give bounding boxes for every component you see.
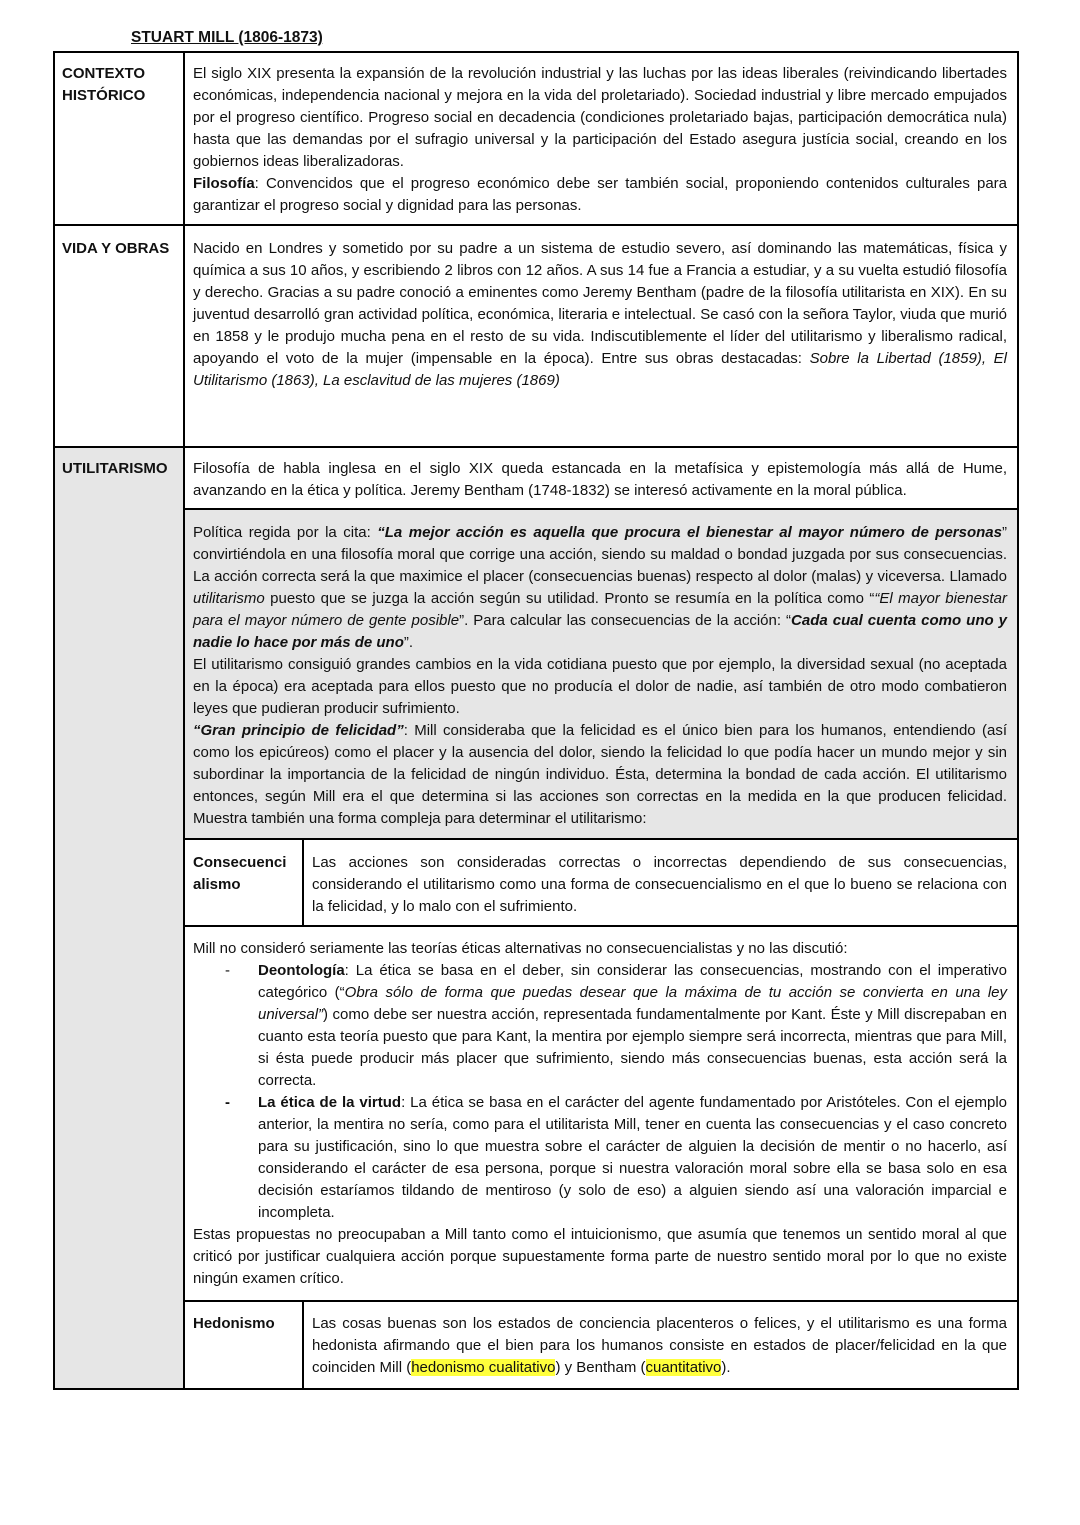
- contexto-paragraph: El siglo XIX presenta la expansión de la revolución industrial y las luchas por las ideas liberales (reivindicando libertades económicas, independencia nacional y mejora en la vida del proletariado). Sociedad industrial y libre mercado empujados por el progreso científico. Progreso social en decadencia (condiciones proletariado bajas, participación democrática nula) hasta que las demandas por el sufragio universal y la participación del Estado asegura justícia social, creando en los gobiernos ideas liberalizadoras.: [193, 65, 1007, 170]
- explanation-text: Política regida por la cita:: [193, 524, 378, 541]
- deontologia-text: : La ética se basa en el deber, sin considerar las consecuencias, mostrando con el imperativo categórico (“: [258, 962, 1007, 1001]
- gran-principio-label: “Gran principio de felicidad”: [193, 722, 404, 739]
- explanation-text: puesto que se juzga la acción según su utilidad. Pronto se resumía en la política como “: [264, 590, 875, 607]
- utilitarismo-term: utilitarismo: [193, 590, 265, 607]
- gran-principio-text: : Mill consideraba que la felicidad es el único bien para los humanos, entendiendo (así como los epicúreos) como el placer y la ausencia del dolor, siendo la felicidad lo que podía hacer un mundo mejor y sin subordinar la importancia de la felicidad de ningún individuo. Ésta, determina la bondad de cada acción. El utilitarismo entonces, según Mill era el que determina si las acciones son correctas en la medida en la que producen felicidad. Muestra también una forma compleja para determinar el utilitarismo:: [193, 722, 1007, 827]
- hedonismo-paragraph: ) y Bentham (: [555, 1359, 646, 1376]
- cambios-paragraph: El utilitarismo consiguió grandes cambios en la vida cotidiana puesto que por ejemplo, la diversidad sexual (no aceptada en la época) era aceptada para ellos puesto que no producía el dolor de nadie, así también de otro modo combatieron leyes que pudieran producir sufrimiento.: [193, 656, 1007, 717]
- list-item-virtud: - La ética de la virtud: La ética se basa en el carácter del agente fundamentado por Aristóteles. Con el ejemplo anterior, la mentira no sería, como para el utilitarista Mill, tener en cuenta las consecuencias y el caso concreto para su justificación, sino lo que muestra sobre el carácter de alguien la decisión de mentir o no hacerlo, así considerando el carácter de esa persona, porque si nuestra valoración moral sobre ella se basa solo en esa decisión estaríamos tildando de mentiroso (y solo de eso) a alguien siendo así una valoración imparcial e incompleta.: [225, 1094, 1008, 1221]
- consecuencialismo-label: Consecuencialismo: [193, 854, 287, 893]
- label-contexto-historico: CONTEXTO HISTÓRICO: [62, 65, 146, 104]
- label-consecuencialismo: [193, 852, 293, 896]
- filosofia-label: Filosofía: [193, 175, 255, 192]
- deontologia-label: Deontología: [258, 962, 345, 979]
- alternativas-block: [193, 938, 1007, 1290]
- page-title: STUART MILL (1806-1873): [131, 29, 323, 46]
- utilitarismo-intro-text: Filosofía de habla inglesa en el siglo XIX queda estancada en la metafísica y epistemología más allá de Hume, avanzando en la ética y política. Jeremy Bentham (1748-1832) se interesó activamente en la moral pública.: [193, 460, 1007, 499]
- label-vida-y-obras: VIDA Y OBRAS: [62, 240, 170, 257]
- explanation-text: ” convirtiéndola en una filosofía moral que corrige una acción, siendo su maldad o bondad juzgada por sus consecuencias. La acción correcta será la que maximice el placer (consecuencias buenas) respecto al dolor (malas) y viceversa. Llamado: [193, 524, 1007, 585]
- virtud-label: La ética de la virtud: [258, 1094, 402, 1111]
- deontologia-text: ) como debe ser nuestra acción, representada fundamentalmente por Kant. Éste y Mill discrepaban en cuanto esta teoría puesto que para Kant, la mentira por ejemplo siempre será incorrecta, mientras que para Mill, si ésta puede producir más placer que sufrimiento, siendo más consecuencias buenas, esta acción será la correcta.: [258, 1006, 1007, 1089]
- column-divider: [183, 53, 185, 1388]
- explanation-text: ”. Para calcular las consecuencias de la acción: “: [459, 612, 792, 629]
- subcell-divider: [302, 840, 304, 925]
- utilitarismo-intro: [193, 458, 1007, 502]
- vida-text: [193, 238, 1007, 392]
- row-divider: [55, 224, 1017, 226]
- list-item-deontologia: - Deontología: La ética se basa en el deber, sin considerar las consecuencias, mostrando con el imperativo categórico (“Obra sólo de forma que puedas desear que la máxima de tu acción se convierta en una ley universal”) como debe ser nuestra acción, representada fundamentalmente por Kant. Éste y Mill discrepaban en cuanto esta teoría puesto que para Kant, la mentira por ejemplo siempre será incorrecta, mientras que para Mill, si ésta puede producir más placer que sufrimiento, siendo más consecuencias buenas, esta acción será la correcta.: [225, 962, 1007, 1089]
- quote-cada-cual: Cada cual cuenta como uno y nadie lo hace por más de uno: [193, 612, 1008, 651]
- explanation-text: ”.: [403, 634, 414, 651]
- vida-paragraph: Nacido en Londres y sometido por su padre a un sistema de estudio severo, así dominando las matemáticas, física y química a sus 10 años, y escribiendo 2 libros con 12 años. A sus 14 fue a Francia a estudiar, y a su vuelta estudió filosofía y derecho. Gracias a su padre conoció a eminentes como Jeremy Bentham (padre de la filosofía utilitarista en XIX). En su juventud desarrolló gran actividad política, económica, literaria e intelectual. Se casó con la señora Taylor, viuda que murió en 1858 y le produjo mucha pena en el resto de su vida. Indiscutiblemente el líder del utilitarismo y liberalismo radical, apoyando el voto de la mujer (impensable en la época). Entre sus obras destacadas:: [193, 240, 1007, 367]
- hedonismo-text: [312, 1313, 1007, 1379]
- row-divider: [55, 446, 1017, 448]
- highlight-cuantitativo: cuantitativo: [645, 1359, 722, 1376]
- hedonismo-paragraph: Las cosas buenas son los estados de conciencia placenteros o felices, y el utilitarismo es una forma hedonista afirmando que el bien para los humanos consiste en estados de placer/felicidad en la que coinciden Mill (: [312, 1315, 1007, 1376]
- highlight-cualitativo: hedonismo cualitativo: [411, 1359, 556, 1376]
- contexto-text: [193, 63, 1007, 217]
- intuicionismo-paragraph: Estas propuestas no preocupaban a Mill tanto como el intuicionismo, que asumía que tenemos un sentido moral al que criticó por justificar cualquiera acción porque supuestamente forma parte de nuestro sentido moral por lo que no existe ningún examen crítico.: [193, 1226, 1007, 1287]
- utilitarismo-label-cell: [55, 448, 183, 1388]
- row-divider: [185, 508, 1017, 510]
- quote-mayor-bienestar: “El mayor bienestar para el mayor número de gente posible: [193, 590, 1007, 629]
- virtud-text: : La ética se basa en el carácter del agente fundamentado por Aristóteles. Con el ejemplo anterior, la mentira no sería, como para el utilitarista Mill, tener en cuenta las consecuencias y el caso concreto para su justificación, sino lo que muestra sobre el carácter de alguien la decisión de mentir o no hacerlo, así considerando el carácter de esa persona, porque si nuestra valoración moral sobre ella se basa solo en esa decisión estaríamos tildando de mentiroso (y solo de eso) a alguien siendo así una valoración imparcial e incompleta.: [258, 1094, 1008, 1221]
- filosofia-text: : Convencidos que el progreso económico debe ser también social, proponiendo contenidos culturales para garantizar el progreso social y dignidad para las personas.: [193, 175, 1007, 214]
- imperativo-quote: Obra sólo de forma que puedas desear que la máxima de tu acción se convierta en una ley universal”: [258, 984, 1007, 1023]
- hedonismo-paragraph: ).: [721, 1359, 731, 1376]
- row-divider: [185, 1300, 1017, 1302]
- vida-works: Sobre la Libertad (1859), El Utilitarismo (1863), La esclavitud de las mujeres (1869): [193, 350, 1007, 389]
- alternativas-list: [193, 960, 1007, 1224]
- consecuencialismo-text: Las acciones son consideradas correctas o incorrectas dependiendo de sus consecuencias, considerando el utilitarismo como una forma de consecuencialismo en el que lo bueno se relaciona con la felicidad, y lo malo con el sufrimiento.: [312, 854, 1007, 915]
- label-hedonismo: Hedonismo: [193, 1315, 275, 1332]
- label-utilitarismo: UTILITARISMO: [62, 460, 168, 477]
- row-divider: [185, 838, 1017, 840]
- alternativas-intro: Mill no consideró seriamente las teorías éticas alternativas no consecuencialistas y no las discutió:: [193, 940, 848, 957]
- row-divider: [185, 925, 1017, 927]
- subcell-divider: [302, 1302, 304, 1388]
- utilitarismo-explanation: [193, 522, 1007, 830]
- quote-mejor-accion: “La mejor acción es aquella que procura el bienestar al mayor número de personas: [377, 524, 1002, 541]
